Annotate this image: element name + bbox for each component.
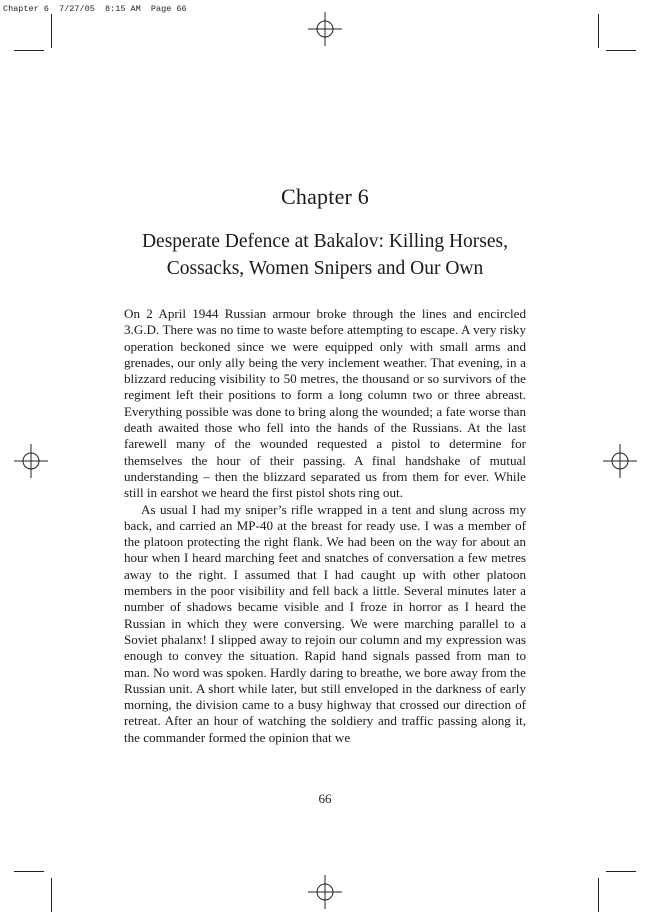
crop-mark-bottom-right-horizontal <box>606 871 636 872</box>
registration-mark-left <box>14 444 48 478</box>
crop-mark-bottom-right-vertical <box>598 878 599 912</box>
registration-mark-right <box>603 444 637 478</box>
chapter-title-line-1: Desperate Defence at Bakalov: Killing Horses, <box>141 231 509 252</box>
chapter-title <box>124 228 526 282</box>
page-number: 66 <box>318 791 332 806</box>
paragraph-2: As usual I had my sniper’s rifle wrapped in a tent and slung across my back, and carried an MP-40 at the breast for ready use. I was a member of the platoon protecting the right flank. We had been on the way for about an hour when I heard marching feet and snatches of conversation a few metres away to the right. I assumed that I had caught up with other platoon members in the poor visibility and fell back a little. Several minutes later a number of shadows became visible and I froze in horror as I heard the Russian in which they were conversing. We were marching parallel to a Soviet phalanx! I slipped away to rejoin our column and my expression was enough to convey the situation. Rapid hand signals passed from man to man. No word was spoken. Hardly daring to breathe, we bore away from the Russian unit. A short while later, but still enveloped in the darkness of early morning, the division came to a busy highway that crossed our direction of retreat. After an hour of watching the soldiery and traffic passing along it, the commander formed the opinion that we <box>124 501 526 745</box>
crop-mark-bottom-left-horizontal <box>14 871 44 872</box>
chapter-title-line-2: Cossacks, Women Snipers and Our Own <box>166 258 484 279</box>
printer-slug: Chapter 6 7/27/05 8:15 AM Page 66 <box>3 4 187 14</box>
crop-mark-top-left-vertical <box>51 14 52 48</box>
paragraph-1: On 2 April 1944 Russian armour broke through the lines and encircled 3.G.D. There was no time to waste before attempting to escape. A very risky operation beckoned since we were equipped only with small arms and grenades, our only ally being the very inclement weather. That evening, in a blizzard reducing visibility to 50 metres, the thousand or so survivors of the regiment left their positions to form a long column two or three abreast. Everything possible was done to bring along the wounded; a fate worse than death awaited those who fell into the hands of the Russians. At the last farewell many of the wounded requested a pistol to determine for themselves the hour of their passing. A final handshake of mutual understanding – then the blizzard separated us from them for ever. While still in earshot we heard the first pistol shots ring out. <box>124 306 526 501</box>
body-text <box>124 306 526 746</box>
crop-mark-top-left-horizontal <box>14 50 44 51</box>
crop-mark-bottom-left-vertical <box>51 878 52 912</box>
registration-mark-top <box>308 12 342 46</box>
chapter-number: Chapter 6 <box>281 184 369 209</box>
registration-mark-bottom <box>308 875 342 909</box>
crop-mark-top-right-horizontal <box>606 50 636 51</box>
crop-mark-top-right-vertical <box>598 14 599 48</box>
